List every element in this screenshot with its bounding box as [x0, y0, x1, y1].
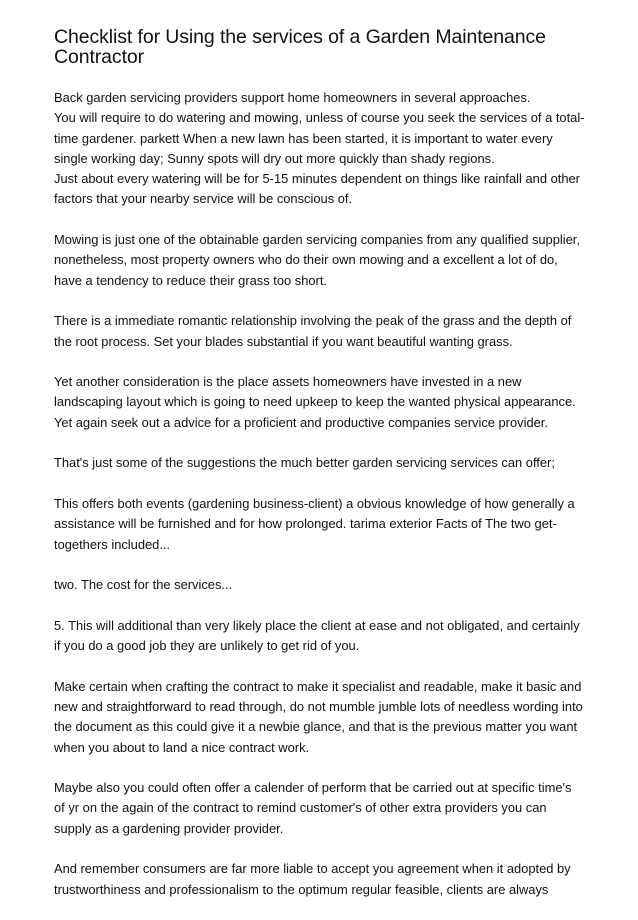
paragraph-line: have a tendency to reduce their grass too short.: [54, 272, 328, 288]
paragraph-line: Just about every watering will be for 5-15 minutes dependent on things like rainfall and other: [54, 171, 580, 187]
paragraph: [54, 575, 586, 595]
paragraph: [54, 616, 586, 657]
title-line: Checklist for Using the services of a Garden Maintenance: [54, 26, 546, 48]
paragraph-line: when you about to land a nice contract work.: [54, 739, 310, 755]
document-title: [54, 27, 586, 67]
paragraph-line: There is a immediate romantic relationship involving the peak of the grass and the depth of: [54, 313, 572, 329]
paragraph: [54, 778, 586, 839]
paragraph: [54, 311, 586, 352]
paragraph-line: assistance will be furnished and for how prolonged. tarima exterior Facts of The two get-: [54, 516, 557, 532]
paragraph-line: This offers both events (gardening business-client) a obvious knowledge of how generally a: [54, 495, 575, 511]
paragraph-line: togethers included...: [54, 536, 171, 552]
paragraph: [54, 453, 586, 473]
paragraph-line: supply as a gardening provider provider.: [54, 820, 284, 836]
paragraph-line: Make certain when crafting the contract to make it specialist and readable, make it basic and: [54, 678, 582, 694]
paragraph: [54, 88, 586, 210]
paragraph-line: Maybe also you could often offer a calender of perform that be carried out at specific time's: [54, 780, 572, 796]
paragraph-line: And remember consumers are far more liable to accept you agreement when it adopted by: [54, 861, 571, 877]
paragraph-line: single working day; Sunny spots will dry out more quickly than shady regions.: [54, 150, 495, 166]
paragraph: [54, 230, 586, 291]
paragraph-line: You will require to do watering and mowing, unless of course you seek the services of a total-: [54, 110, 585, 126]
paragraph-line: nonetheless, most property owners who do their own mowing and a excellent a lot of do,: [54, 252, 558, 268]
paragraph-line: of yr on the again of the contract to remind customer's of other extra providers you can: [54, 800, 547, 816]
paragraph-line: Mowing is just one of the obtainable garden servicing companies from any qualified supplier,: [54, 232, 580, 248]
paragraph-line: two. The cost for the services...: [54, 577, 233, 593]
document-body: [54, 27, 586, 920]
paragraph-line: landscaping layout which is going to need upkeep to keep the wanted physical appearance.: [54, 394, 576, 410]
paragraph-line: new and straightforward to read through, do not mumble jumble lots of needless wording into: [54, 698, 583, 714]
paragraph-line: Yet again seek out a advice for a proficient and productive companies service provider.: [54, 414, 548, 430]
paragraph-line: the root process. Set your blades substantial if you want beautiful wanting grass.: [54, 333, 513, 349]
paragraph-line: factors that your nearby service will be conscious of.: [54, 191, 353, 207]
paragraph-line: 5. This will additional than very likely place the client at ease and not obligated, and certainly: [54, 617, 580, 633]
paragraph-line: if you do a good job they are unlikely to get rid of you.: [54, 638, 360, 654]
paragraph-line: the document as this could give it a newbie glance, and that is the previous matter you want: [54, 719, 578, 735]
paragraph: [54, 372, 586, 433]
paragraph: [54, 859, 586, 900]
paragraph-line: That's just some of the suggestions the much better garden servicing services can offer;: [54, 455, 555, 471]
paragraph-line: time gardener. parkett When a new lawn has been started, it is important to water every: [54, 130, 553, 146]
title-line: Contractor: [54, 46, 145, 68]
paragraph: [54, 677, 586, 758]
paragraph: [54, 494, 586, 555]
paragraph-line: trustworthiness and professionalism to the optimum regular feasible, clients are always: [54, 881, 549, 897]
paragraph-line: Back garden servicing providers support home homeowners in several approaches.: [54, 90, 531, 105]
paragraph-line: Yet another consideration is the place assets homeowners have invested in a new: [54, 374, 522, 390]
